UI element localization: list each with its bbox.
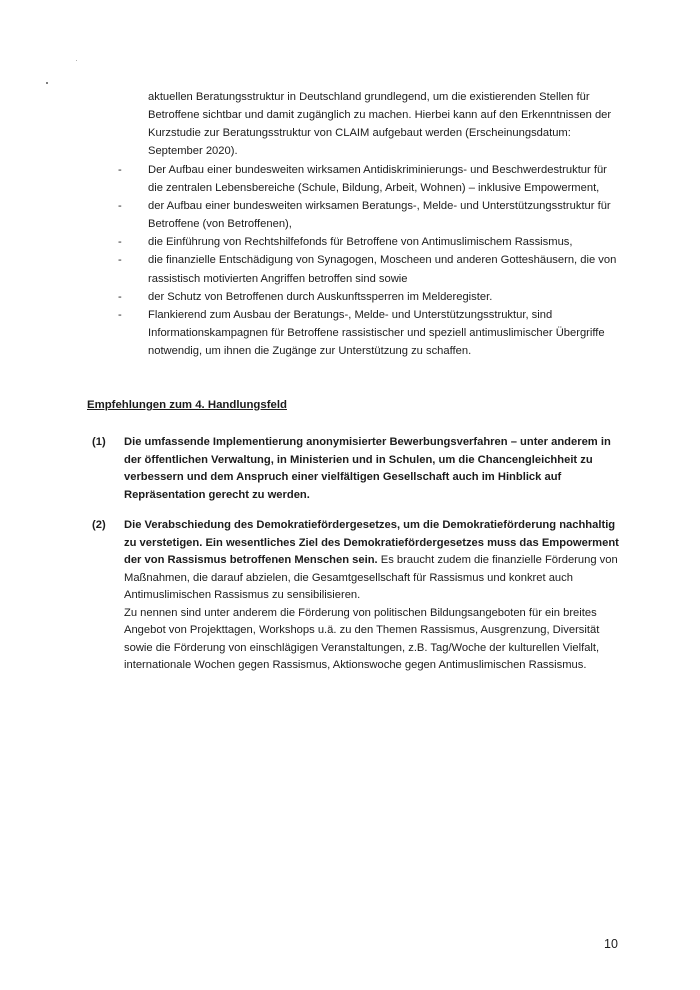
bullet-dash: -: [118, 308, 122, 321]
recommendation-body: [124, 434, 622, 504]
bullet-text: Flankierend zum Ausbau der Beratungs-, Melde- und Unterstützungsstruktur, sind Informationskampagnen für Betroffene rassistischer und speziell antimuslimischer Übergriffe notwendig, um ihnen die Zugänge zur Unterstützung zu schaffen.: [148, 308, 605, 357]
bullet-text: die Einführung von Rechtshilfefonds für Betroffene von Antimuslimischem Rassismus,: [148, 236, 573, 249]
recommendation-number: (1): [92, 436, 106, 448]
list-item: [118, 306, 618, 360]
recommendation-plain-text: Es braucht zudem die finanzielle Förderung von Maßnahmen, die darauf abzielen, die Gesamtgesellschaft für Rassismus und konkret auch Antimuslimischen Rassismus zu sensibilisieren.: [124, 554, 618, 601]
recommendation-bold-text: Die Verabschiedung des Demokratiefördergesetzes, um die Demokratieförderung nachhaltig zu verstetigen. Ein wesentliches Ziel des Demokratiefördergesetzes muss das Empowerment der von Rassismus betroffenen Menschen sein.: [124, 519, 619, 566]
bullet-dash: -: [118, 236, 122, 249]
list-item: [118, 288, 618, 306]
bullet-text: der Aufbau einer bundesweiten wirksamen Beratungs-, Melde- und Unterstützungsstruktur für Betroffene (von Betroffenen),: [148, 200, 611, 231]
intro-paragraph: aktuellen Beratungsstruktur in Deutschland grundlegend, um die existierenden Stellen für Betroffene sichtbar und damit zugänglich zu machen. Hierbei kann auf den Erkenntnissen der Kurzstudie zur Beratungsstruktur von CLAIM aufgebaut werden (Erscheinungsdatum: September 2020).: [148, 91, 612, 158]
page-number: 10: [604, 937, 618, 951]
bullet-dash: -: [118, 254, 122, 267]
recommendation-2: [92, 517, 622, 675]
list-item: [118, 161, 618, 197]
recommendation-body: [124, 517, 622, 675]
recommendation-paragraph-2: Zu nennen sind unter anderem die Förderung von politischen Bildungsangeboten für ein breites Angebot von Projekttagen, Workshops u.ä. zu den Themen Rassismus, Ausgrenzung, Diversität sowie die Förderung von einschlägigen Veranstaltungen, z.B. Tag/Woche der kulturellen Vielfalt, internationale Wochen gegen Rassismus, Aktionswoche gegen Antimuslimischen Rassismus.: [124, 606, 600, 671]
scan-speck: [76, 60, 77, 61]
list-item: [118, 251, 618, 287]
intro-paragraph-block: [148, 88, 618, 160]
recommendation-1: [92, 434, 622, 504]
recommendation-bold-text: Die umfassende Implementierung anonymisierter Bewerbungsverfahren – unter anderem in der öffentlichen Verwaltung, in Ministerien und in Schulen, um die Chancengleichheit zu verbessern und dem Anspruch einer vielfältigen Gesellschaft auch im Hinblick auf Repräsentation gerecht zu werden.: [124, 436, 611, 501]
bullet-text: der Schutz von Betroffenen durch Auskunftssperren im Melderegister.: [148, 290, 493, 303]
bullet-text: die finanzielle Entschädigung von Synagogen, Moscheen und anderen Gotteshäusern, die von rassistisch motivierten Angriffen betroffen sind sowie: [148, 254, 617, 285]
recommendation-number: (2): [92, 519, 106, 531]
section-heading: Empfehlungen zum 4. Handlungsfeld: [87, 399, 287, 411]
list-item: [118, 233, 618, 251]
list-item: [118, 197, 618, 233]
scan-speck: [46, 82, 48, 84]
bullet-list: [118, 161, 618, 360]
bullet-text: Der Aufbau einer bundesweiten wirksamen Antidiskriminierungs- und Beschwerdestruktur für die zentralen Lebensbereiche (Schule, Bildung, Arbeit, Wohnen) – inklusive Empowerment,: [148, 164, 607, 195]
bullet-dash: -: [118, 164, 122, 176]
bullet-dash: -: [118, 200, 122, 213]
bullet-dash: -: [118, 290, 122, 303]
